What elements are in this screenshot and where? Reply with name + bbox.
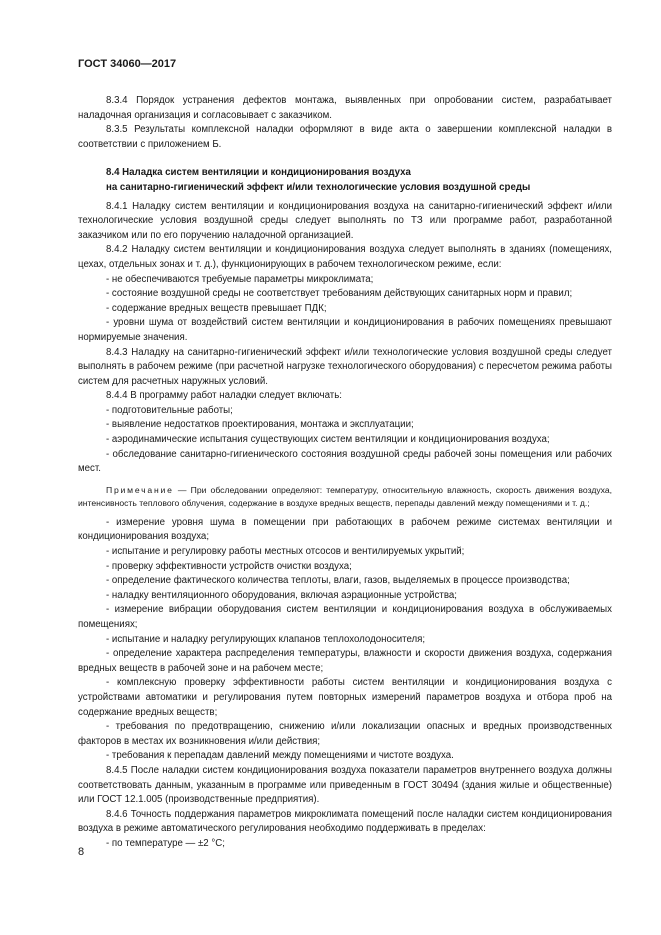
list-item: - определение фактического количества теплоты, влаги, газов, выделяемых в процессе производства;	[106, 575, 570, 587]
list-item: - подготовительные работы;	[106, 404, 233, 416]
section-heading-line: 8.4 Наладка систем вентиляции и кондиционирования воздуха	[106, 167, 411, 179]
section-heading	[78, 166, 612, 195]
list-item: - испытание и наладку регулирующих клапанов теплохолодоносителя;	[106, 633, 426, 645]
section-heading-line: на санитарно-гигиенический эффект и/или технологические условия воздушной среды	[106, 181, 531, 193]
paragraph: 8.3.5 Результаты комплексной наладки оформляют в виде акта о завершении комплексной наладки в соответствии с приложением Б.	[78, 124, 612, 150]
paragraph: 8.3.4 Порядок устранения дефектов монтажа, выявленных при опробовании систем, разрабатывает наладочная организация и согласовывает с заказчиком.	[78, 95, 612, 121]
list-item: - определение характера распределения температуры, влажности и скорости движения воздуха, содержания вредных веществ в рабочей зоне и на рабочем месте;	[78, 648, 612, 674]
list-item: - комплексную проверку эффективности работы систем вентиляции и кондиционирования воздуха с устройствами автоматики и регулирования путем повторных измерений параметров воздуха и отбора проб на содержание вредных веществ;	[78, 677, 612, 718]
note	[78, 484, 612, 510]
note-text: — При обследовании определяют: температуру, относительную влажность, скорость движения воздуха, интенсивность теплового облучения, содержание в воздухе вредных веществ, перепады давлений между помещениями и т. д.;	[78, 484, 612, 508]
list-item: - содержание вредных веществ превышает ПДК;	[106, 302, 327, 314]
paragraph: 8.4.4 В программу работ наладки следует включать:	[106, 390, 342, 402]
paragraph: 8.4.2 Наладку систем вентиляции и кондиционирования воздуха следует выполнять в зданиях (помещениях, цехах, отдельных зонах и т. д.), функционирующих в рабочем технологическом режиме, если:	[78, 244, 612, 270]
list-item: - испытание и регулировку работы местных отсосов и вентилируемых укрытий;	[106, 546, 465, 558]
note-label: Примечание	[106, 484, 174, 495]
list-item: - обследование санитарно-гигиенического состояния воздушной среды рабочей зоны помещения или рабочих мест.	[78, 448, 612, 475]
list-item: - наладку вентиляционного оборудования, включая аэрационные устройства;	[106, 589, 457, 601]
list-item: - требования к перепадам давлений между помещениями и чистоте воздуха.	[106, 750, 454, 762]
document-header: ГОСТ 34060—2017	[78, 58, 177, 70]
list-item: - выявление недостатков проектирования, монтажа и эксплуатации;	[106, 419, 414, 431]
page-number: 8	[78, 846, 85, 858]
list-item: - уровни шума от воздействий систем вентиляции и кондиционирования в рабочих помещениях превышают нормируемые значения.	[78, 317, 612, 343]
list-item: - по температуре — ±2 °С;	[106, 837, 225, 849]
paragraph: 8.4.5 После наладки систем кондиционирования воздуха показатели параметров внутреннего воздуха должны соответствовать данным, указанным в программе или приведенным в ГОСТ 30494 (здания жилые и общественные) или ГОСТ 12.1.005 (производственные предприятия).	[78, 764, 612, 806]
paragraph: 8.4.6 Точность поддержания параметров микроклимата помещений после наладки систем кондиционирования воздуха в режиме автоматического регулирования необходимо поддерживать в пределах:	[78, 808, 612, 835]
list-item: - требования по предотвращению, снижению и/или локализации опасных и вредных производственных факторов в местах их возникновения и/или действия;	[78, 721, 612, 747]
paragraph: 8.4.3 Наладку на санитарно-гигиенический эффект и/или технологические условия воздушной среды следует выполнять в рабочем режиме (при расчетной нагрузке технологического оборудования) с пересчетом режима работы систем для расчетных наружных условий.	[78, 346, 612, 387]
paragraph: 8.4.1 Наладку систем вентиляции и кондиционирования воздуха на санитарно-гигиенический эффект и/или технологические условия воздушной среды следует выполнять по ТЗ или программе работ, разработанной заказчиком или по его поручению наладочной организацией.	[78, 200, 612, 241]
list-item: - измерение уровня шума в помещении при работающих в рабочем режиме системах вентиляции и кондиционирования воздуха;	[78, 516, 612, 543]
list-item: - измерение вибрации оборудования систем вентиляции и кондиционирования воздуха в обслуживаемых помещениях;	[78, 604, 612, 630]
list-item: - состояние воздушной среды не соответствует требованиям действующих санитарных норм и правил;	[106, 288, 573, 300]
list-item: - не обеспечиваются требуемые параметры микроклимата;	[106, 273, 374, 285]
list-item: - аэродинамические испытания существующих систем вентиляции и кондиционирования воздуха;	[106, 434, 550, 446]
document-body	[78, 94, 612, 852]
list-item: - проверку эффективности устройств очистки воздуха;	[106, 560, 352, 572]
